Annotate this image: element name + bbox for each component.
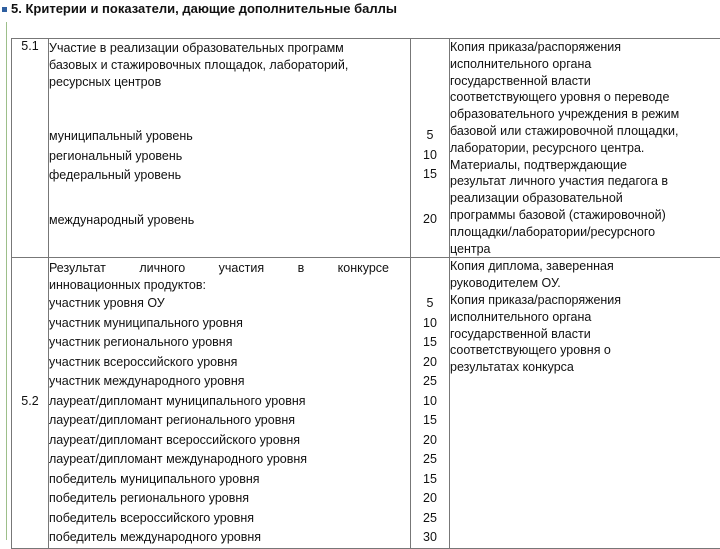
row-number: 5.2	[12, 258, 49, 549]
points-value: 10	[411, 146, 449, 166]
documents-cell	[450, 258, 720, 549]
level-label: участник уровня ОУ	[49, 294, 410, 314]
documents-text: Копия приказа/распоряжения	[450, 39, 720, 56]
points-value: 30	[411, 528, 449, 548]
points-value: 15	[411, 333, 449, 353]
documents-text: Материалы, подтверждающие	[450, 157, 720, 174]
level-label: лауреат/дипломант регионального уровня	[49, 411, 410, 431]
criterion-word: Результат	[49, 260, 106, 277]
criterion-text: Участие в реализации образовательных программ	[49, 40, 410, 57]
documents-text: площадки/лаборатории/ресурсного	[450, 224, 720, 241]
section-title: 5. Критерии и показатели, дающие дополнительные баллы	[11, 0, 397, 18]
level-label: победитель регионального уровня	[49, 489, 410, 509]
points-value: 15	[411, 165, 449, 185]
criterion-word: участия	[219, 260, 264, 277]
documents-text: государственной власти	[450, 73, 720, 90]
documents-text: соответствующего уровня о переводе	[450, 89, 720, 106]
section-bullet	[2, 7, 7, 12]
points-value: 20	[411, 489, 449, 509]
points-value: 25	[411, 450, 449, 470]
documents-text: исполнительного органа	[450, 309, 720, 326]
points-value: 25	[411, 372, 449, 392]
documents-text: базовой или стажировочной площадки,	[450, 123, 720, 140]
level-label: региональный уровень	[49, 147, 410, 167]
points-value: 20	[411, 353, 449, 373]
criterion-text: ресурсных центров	[49, 74, 410, 91]
row-number: 5.1	[12, 39, 49, 258]
criterion-cell	[49, 39, 411, 258]
points-value: 5	[411, 126, 449, 146]
level-label: лауреат/дипломант всероссийского уровня	[49, 431, 410, 451]
documents-text: государственной власти	[450, 326, 720, 343]
points-value: 20	[411, 431, 449, 451]
documents-text: Копия диплома, заверенная	[450, 258, 720, 275]
documents-text: лаборатории, ресурсного центра.	[450, 140, 720, 157]
documents-text: руководителем ОУ.	[450, 275, 720, 292]
points-value: 10	[411, 392, 449, 412]
documents-text: Копия приказа/распоряжения	[450, 292, 720, 309]
documents-text: программы базовой (стажировочной)	[450, 207, 720, 224]
level-label: участник регионального уровня	[49, 333, 410, 353]
documents-text: результат личного участия педагога в	[450, 173, 720, 190]
left-margin-rule	[6, 22, 7, 540]
level-label: участник всероссийского уровня	[49, 353, 410, 373]
documents-cell	[450, 39, 720, 258]
points-value: 25	[411, 509, 449, 529]
documents-text: центра	[450, 241, 720, 258]
level-label: международный уровень	[49, 211, 410, 231]
documents-text: реализации образовательной	[450, 190, 720, 207]
level-label: победитель муниципального уровня	[49, 470, 410, 490]
level-label: участник международного уровня	[49, 372, 410, 392]
documents-text: исполнительного органа	[450, 56, 720, 73]
criterion-text: инновационных продуктов:	[49, 277, 410, 294]
level-label: муниципальный уровень	[49, 127, 410, 147]
points-value: 10	[411, 314, 449, 334]
points-cell	[411, 258, 450, 549]
criterion-cell	[49, 258, 411, 549]
criterion-word: личного	[139, 260, 185, 277]
criterion-first-line	[49, 260, 389, 277]
criteria-table	[11, 38, 720, 549]
criterion-word: в	[298, 260, 305, 277]
table-row	[12, 39, 720, 258]
criterion-text: базовых и стажировочных площадок, лабораторий,	[49, 57, 410, 74]
level-label: победитель всероссийского уровня	[49, 509, 410, 529]
documents-text: образовательного учреждения в режим	[450, 106, 720, 123]
documents-text: соответствующего уровня о	[450, 342, 720, 359]
level-label: победитель международного уровня	[49, 528, 410, 548]
points-cell	[411, 39, 450, 258]
points-value: 5	[411, 294, 449, 314]
level-label: участник муниципального уровня	[49, 314, 410, 334]
documents-text: результатах конкурса	[450, 359, 720, 376]
level-label: лауреат/дипломант муниципального уровня	[49, 392, 410, 412]
table-row	[12, 258, 720, 549]
criterion-word: конкурсе	[338, 260, 389, 277]
points-value: 15	[411, 411, 449, 431]
points-value: 20	[411, 210, 449, 230]
level-label: лауреат/дипломант международного уровня	[49, 450, 410, 470]
points-value: 15	[411, 470, 449, 490]
level-label: федеральный уровень	[49, 166, 410, 186]
